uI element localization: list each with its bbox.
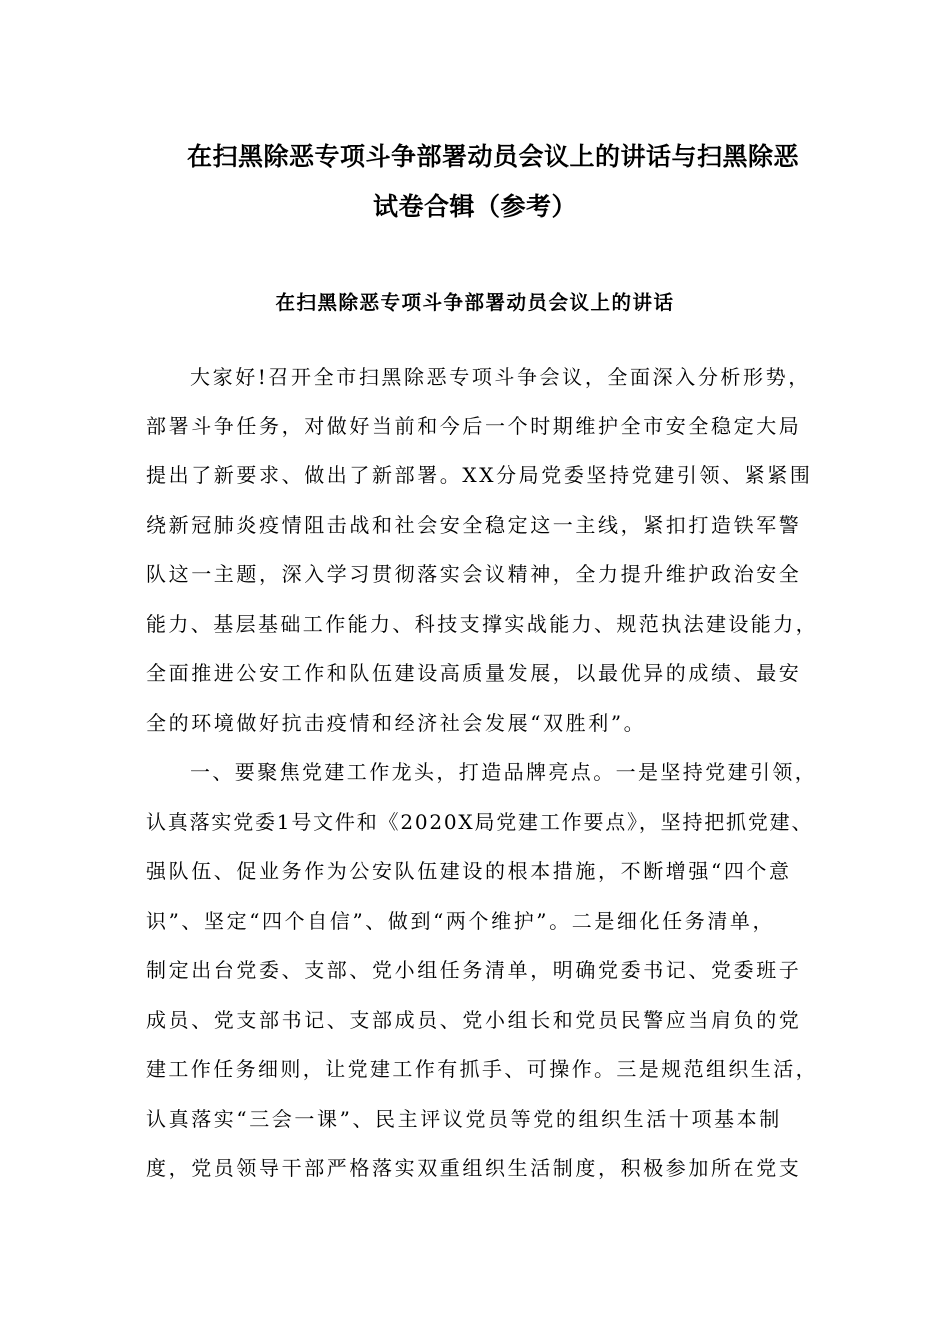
paragraph-2-line: 建工作任务细则，让党建工作有抓手、可操作。三是规范组织生活， <box>146 1057 818 1081</box>
paragraph-1-line: 能力、基层基础工作能力、科技支撑实战能力、规范执法建设能力， <box>146 612 818 636</box>
paragraph-1-line: 提出了新要求、做出了新部署。XX分局党委坚持党建引领、紧紧围 <box>146 463 813 487</box>
paragraph-2-line: 度，党员领导干部严格落实双重组织生活制度，积极参加所在党支 <box>146 1156 802 1180</box>
paragraph-2-line: 制定出台党委、支部、党小组任务清单，明确党委书记、党委班子 <box>146 958 802 982</box>
paragraph-1-line: 大家好!召开全市扫黑除恶专项斗争会议，全面深入分析形势， <box>190 365 811 389</box>
paragraph-2-line: 识”、坚定“四个自信”、做到“两个维护”。二是细化任务清单， <box>146 909 776 933</box>
paragraph-1-line: 部署斗争任务，对做好当前和今后一个时期维护全市安全稳定大局 <box>146 414 802 438</box>
paragraph-2-line: 成员、党支部书记、支部成员、党小组长和党员民警应当肩负的党 <box>146 1008 802 1032</box>
section-heading: 在扫黑除恶专项斗争部署动员会议上的讲话 <box>275 291 675 314</box>
paragraph-1-line: 绕新冠肺炎疫情阻击战和社会安全稳定这一主线，紧扣打造铁军警 <box>146 513 802 537</box>
paragraph-1-line: 全的环境做好抗击疫情和经济社会发展“双胜利”。 <box>146 711 647 735</box>
paragraph-2-line: 认真落实党委1号文件和《2020X局党建工作要点》，坚持把抓党建、 <box>146 810 814 834</box>
paragraph-1-line: 队这一主题，深入学习贯彻落实会议精神，全力提升维护政治安全 <box>146 562 802 586</box>
document-title-line-1: 在扫黑除恶专项斗争部署动员会议上的讲话与扫黑除恶 <box>186 142 799 171</box>
paragraph-2-line: 强队伍、促业务作为公安队伍建设的根本措施，不断增强“四个意 <box>146 859 792 883</box>
paragraph-2-line: 认真落实“三会一课”、民主评议党员等党的组织生活十项基本制 <box>146 1107 782 1131</box>
document-title-line-2: 试卷合辑（参考） <box>372 192 577 221</box>
paragraph-2-line: 一、要聚焦党建工作龙头，打造品牌亮点。一是坚持党建引领， <box>190 760 818 784</box>
paragraph-1-line: 全面推进公安工作和队伍建设高质量发展，以最优异的成绩、最安 <box>146 661 802 685</box>
